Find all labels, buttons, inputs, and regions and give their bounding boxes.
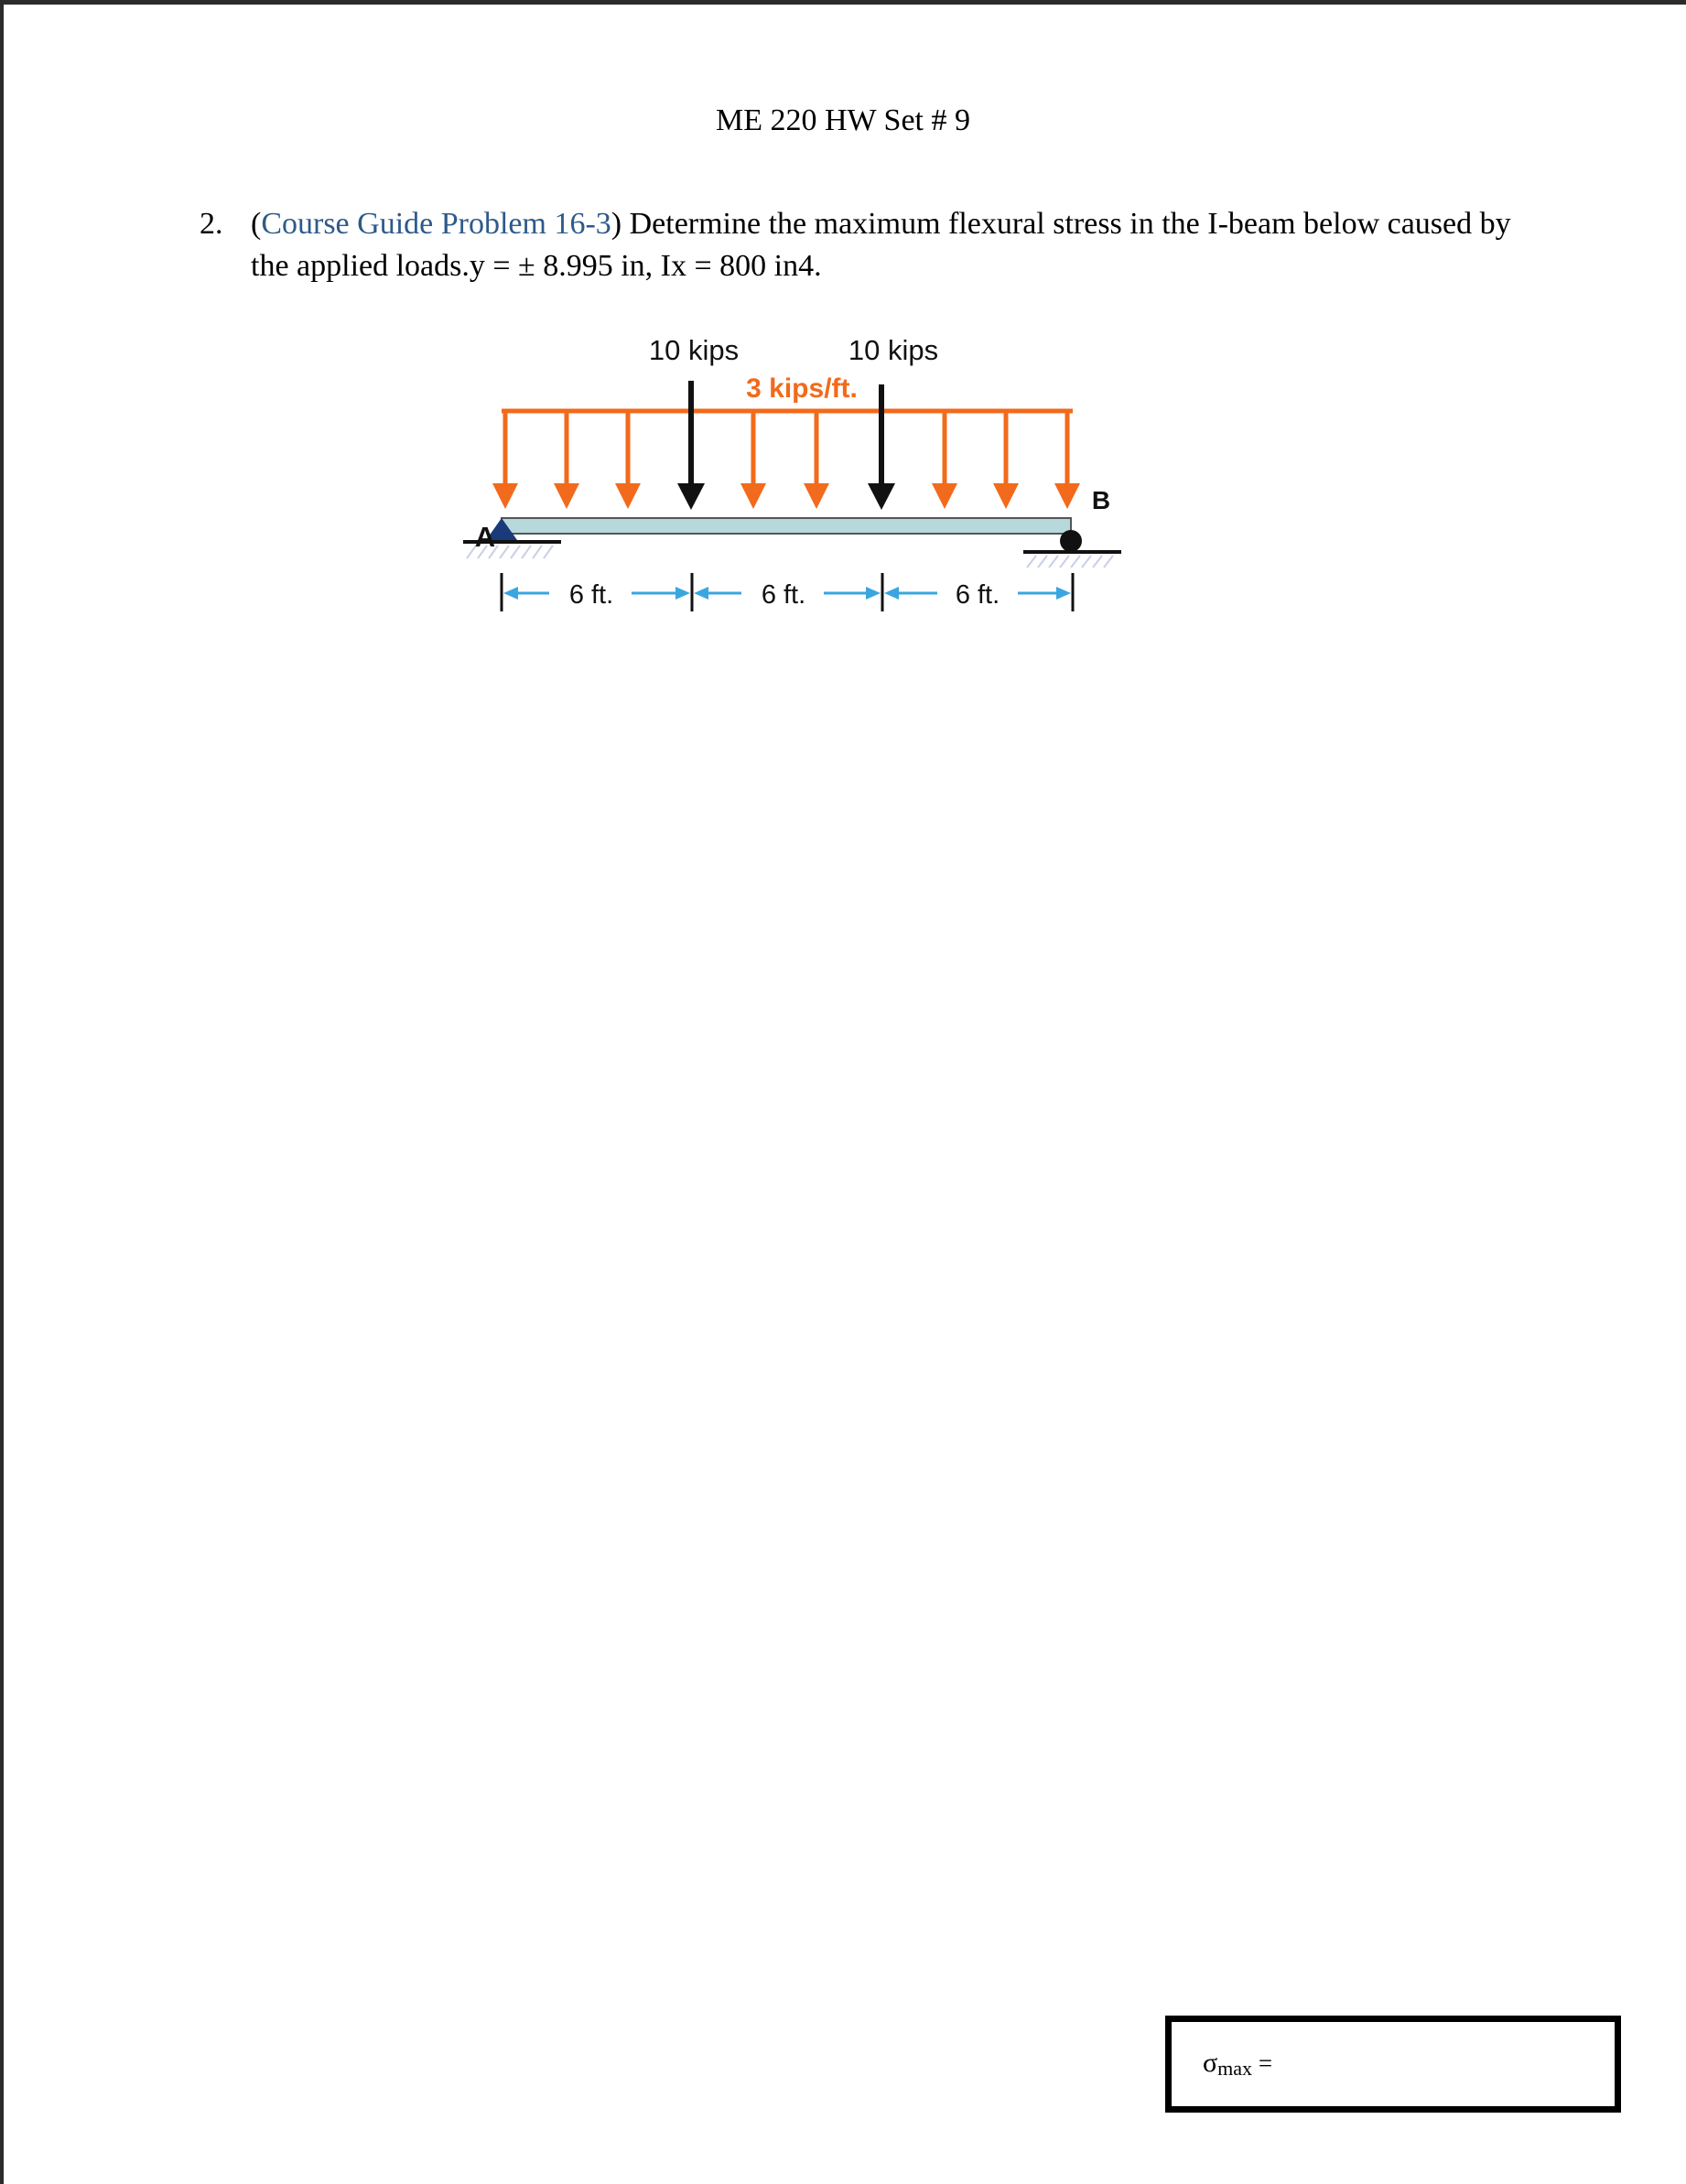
span-label-3: 6 ft.	[955, 580, 1000, 610]
point-load-label-2: 10 kips	[848, 334, 939, 366]
udl-arrow	[615, 411, 641, 509]
udl-arrow	[1054, 411, 1080, 509]
ref-open-paren: (	[251, 207, 262, 241]
equals-sign: =	[1252, 2049, 1273, 2077]
answer-box[interactable]	[1165, 2016, 1621, 2113]
ref-close-paren: )	[611, 207, 622, 241]
sigma-max-label	[1203, 2048, 1272, 2081]
support-label-a: A	[474, 521, 496, 553]
udl-arrow	[492, 411, 518, 509]
point-load-arrow-1	[677, 381, 705, 510]
udl-arrow	[804, 411, 829, 509]
support-label-b: B	[1091, 486, 1111, 514]
beam	[502, 518, 1071, 534]
page-title: ME 220 HW Set # 9	[716, 103, 970, 137]
roller-support-b	[1023, 530, 1121, 568]
sigma-subscript: max	[1217, 2057, 1253, 2080]
udl-arrow	[932, 411, 957, 509]
beam-diagram	[0, 0, 1686, 659]
udl-arrow	[554, 411, 579, 509]
span-label-1: 6 ft.	[568, 580, 614, 610]
span-label-2: 6 ft.	[761, 580, 806, 610]
sigma-symbol: σ	[1203, 2048, 1218, 2078]
point-load-arrow-2	[868, 384, 895, 510]
distributed-load-label: 3 kips/ft.	[746, 373, 858, 404]
point-load-label-1: 10 kips	[648, 334, 740, 366]
udl-arrow	[993, 411, 1019, 509]
udl-arrow	[740, 411, 766, 509]
course-guide-reference: Course Guide Problem 16-3	[261, 207, 611, 241]
problem-statement: Determine the maximum flexural stress in the I-beam below caused by the applied loads.y = ± 8.995 in, Ix = 800 in4.	[251, 207, 1511, 283]
problem-number: 2.	[200, 207, 223, 241]
distributed-load-arrows	[492, 411, 1080, 509]
